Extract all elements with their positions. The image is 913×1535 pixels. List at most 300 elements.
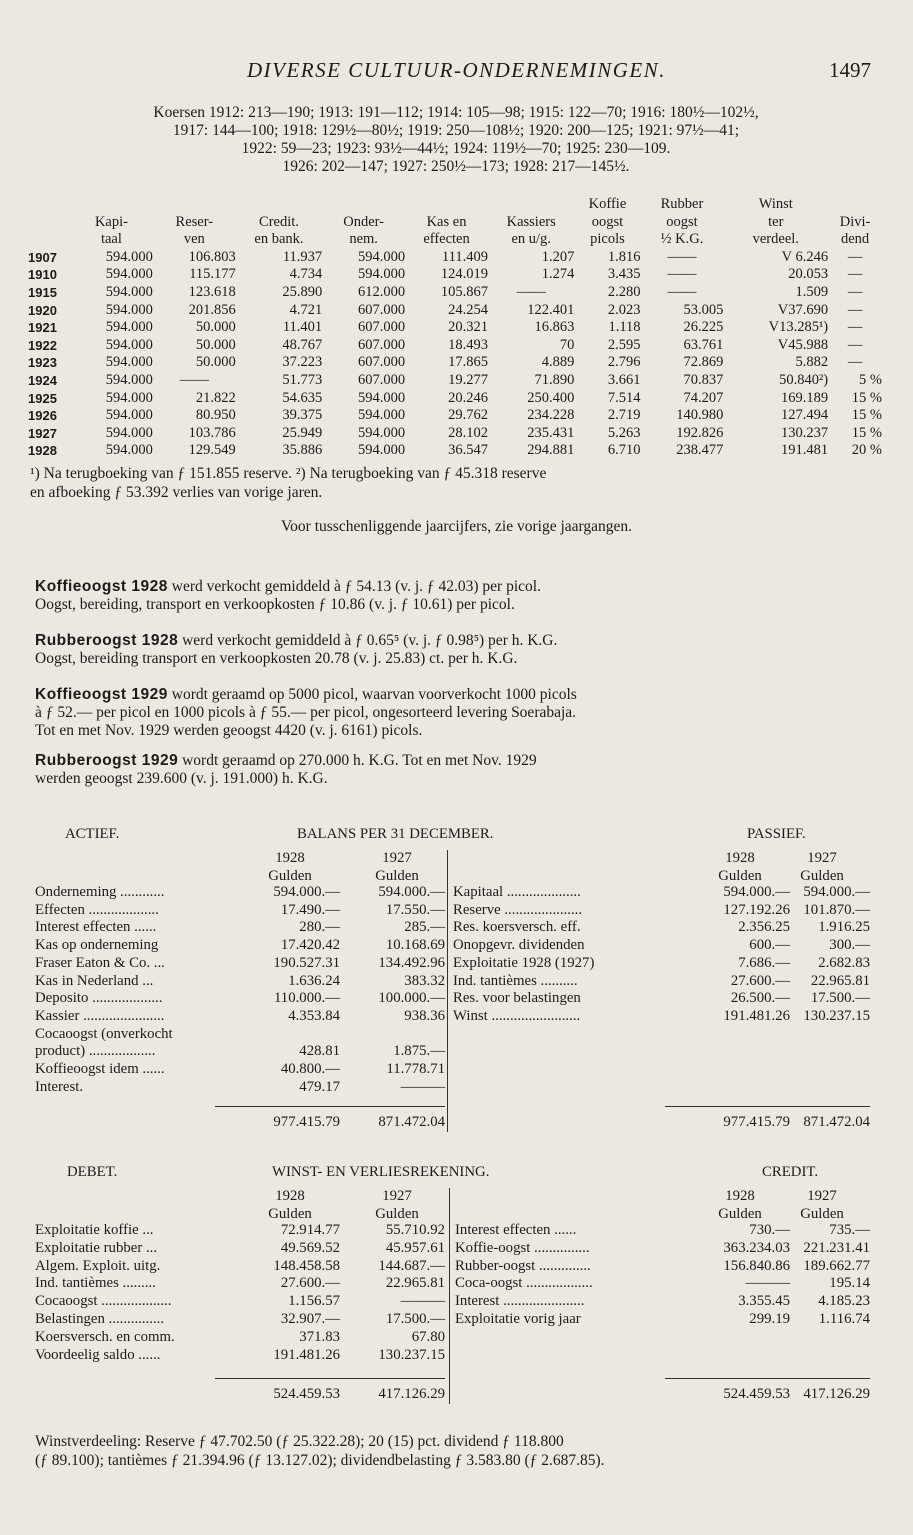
year-label: 1928 bbox=[275, 850, 305, 866]
table-row bbox=[28, 302, 882, 320]
table-cell: 50.840²) bbox=[779, 371, 829, 388]
entry-label: Kas op onderneming bbox=[35, 937, 159, 954]
entry-label: Exploitatie vorig jaar bbox=[455, 1311, 581, 1327]
entry-value-1928: 428.81 bbox=[299, 1043, 340, 1060]
header-cell bbox=[236, 196, 322, 214]
entry-value-1927: 11.778.71 bbox=[386, 1061, 445, 1077]
table-cell: 36.547 bbox=[448, 442, 488, 459]
table-cell: 106.803 bbox=[188, 248, 236, 265]
entry-label: Voordeelig saldo ...... bbox=[35, 1346, 161, 1363]
table-cell: 4.889 bbox=[541, 354, 575, 371]
table-cell: V13.285¹) bbox=[768, 319, 829, 336]
paragraph-text: wordt geraamd op 5000 picol, waarvan voorverkocht 1000 picols bbox=[167, 686, 577, 703]
entry-value-1928: 4.353.84 bbox=[288, 1007, 340, 1024]
table-cell: 594.000 bbox=[105, 442, 153, 459]
entry-label: Rubber-oogst .............. bbox=[455, 1257, 591, 1274]
table-cell: 71.890 bbox=[534, 371, 575, 388]
entry-label: Interest effecten ...... bbox=[455, 1222, 577, 1238]
entry-label: Res. koersversch. eff. bbox=[453, 919, 581, 936]
total-rule bbox=[320, 1378, 445, 1379]
entry-value-1927: ——— bbox=[400, 1078, 445, 1095]
table-cell: 19.277 bbox=[448, 371, 488, 388]
entry-value-1928: 479.17 bbox=[299, 1078, 340, 1095]
unit-label: Gulden bbox=[718, 1206, 762, 1222]
history-header-row bbox=[28, 214, 882, 232]
entry-value-1927: ——— bbox=[400, 1293, 445, 1310]
table-cell: 594.000 bbox=[357, 424, 406, 441]
table-row bbox=[28, 266, 882, 284]
history-body bbox=[28, 249, 882, 460]
header-cell: oogst bbox=[666, 213, 698, 230]
total-rule bbox=[745, 1106, 870, 1107]
paragraph-heading: Koffieoogst 1929 bbox=[35, 686, 168, 703]
unit-label: Gulden bbox=[375, 868, 419, 884]
entry-label: Kas in Nederland ... bbox=[35, 972, 154, 989]
table-cell: 607.000 bbox=[357, 336, 406, 353]
entry-value-1928: 1.156.57 bbox=[288, 1293, 340, 1310]
entry-value-1928: 32.907.— bbox=[280, 1311, 340, 1327]
paragraph-text: Oogst, bereiding transport en verkoopkosten 20.78 (v. j. 25.83) ct. per h. K.G. bbox=[35, 650, 518, 667]
entry-value-1927: 2.682.83 bbox=[818, 954, 870, 971]
entry-value-1928: 40.800.— bbox=[280, 1061, 340, 1077]
column-divider bbox=[447, 850, 448, 1132]
reference-note: Voor tusschenliggende jaarcijfers, zie vorige jaargangen. bbox=[280, 518, 633, 535]
table-cell: 594.000 bbox=[357, 442, 406, 459]
table-cell: 50.000 bbox=[195, 354, 236, 371]
paragraph-heading: Koffieoogst 1928 bbox=[35, 578, 168, 595]
table-cell: 2.796 bbox=[607, 354, 641, 371]
table-cell: — bbox=[847, 266, 863, 283]
header-cell bbox=[28, 214, 70, 232]
table-cell: — bbox=[847, 248, 863, 265]
paragraph-text: werd verkocht gemiddeld à ƒ 54.13 (v. j. ƒ 42.03) per picol. bbox=[167, 578, 541, 595]
profit-loss-caption: WINST- EN VERLIESREKENING. bbox=[272, 1164, 490, 1180]
table-cell: 594.000 bbox=[105, 301, 153, 318]
year-cell: 1920 bbox=[28, 302, 57, 318]
footnote-line: ¹) Na terugboeking van ƒ 151.855 reserve. ²) Na terugboeking van ƒ 45.318 reserve bbox=[30, 465, 547, 482]
table-cell: 594.000 bbox=[105, 283, 153, 300]
year-cell: 1922 bbox=[28, 337, 57, 353]
paragraph-text: à ƒ 52.— per picol en 1000 picols à ƒ 55.— per picol, ongesorteerd levering Soerabaja. bbox=[35, 704, 577, 721]
entry-value-1927: 938.36 bbox=[404, 1007, 445, 1024]
entry-value-1928: 156.840.86 bbox=[723, 1257, 790, 1274]
header-cell: dend bbox=[840, 231, 870, 248]
table-cell: 3.661 bbox=[607, 371, 641, 388]
table-cell: 51.773 bbox=[282, 371, 323, 388]
table-cell: 594.000 bbox=[357, 266, 406, 283]
table-cell: 5.882 bbox=[795, 354, 829, 371]
header-cell: Divi- bbox=[839, 213, 871, 230]
year-cell: 1924 bbox=[28, 372, 57, 388]
table-cell: 39.375 bbox=[282, 407, 323, 424]
header-cell bbox=[488, 196, 574, 214]
year-cell: 1923 bbox=[28, 355, 57, 371]
entry-value-1928: 26.500.— bbox=[730, 990, 790, 1007]
unit-label: Gulden bbox=[800, 868, 844, 884]
winstverdeeling-line: Winstverdeeling: Reserve ƒ 47.702.50 (ƒ 25.322.28); 20 (15) pct. dividend ƒ 118.800 bbox=[35, 1433, 564, 1450]
entry-label: Koffie-oogst ............... bbox=[455, 1239, 590, 1256]
profit-loss-account bbox=[35, 1164, 880, 1404]
unit-label: Gulden bbox=[375, 1206, 419, 1222]
table-cell: 1.207 bbox=[541, 248, 575, 265]
header-cell bbox=[828, 196, 882, 214]
header-cell: ter bbox=[768, 213, 784, 230]
table-row bbox=[28, 354, 882, 372]
entry-value-1928: 191.481.26 bbox=[273, 1346, 340, 1363]
actief-caption: ACTIEF. bbox=[65, 826, 120, 842]
entry-value-1927: 10.168.69 bbox=[385, 937, 445, 954]
table-cell: 235.431 bbox=[527, 424, 575, 441]
table-cell: 594.000 bbox=[357, 407, 406, 424]
entry-label: Winst ........................ bbox=[453, 1007, 581, 1024]
table-cell: 140.980 bbox=[676, 407, 724, 424]
entry-value-1928: 17.420.42 bbox=[280, 937, 340, 954]
table-cell: 594.000 bbox=[105, 248, 153, 265]
table-cell: 1.274 bbox=[541, 266, 575, 283]
table-cell: 191.481 bbox=[781, 442, 829, 459]
table-cell: V45.988 bbox=[777, 336, 829, 353]
total-rule bbox=[745, 1378, 870, 1379]
table-cell: 594.000 bbox=[105, 371, 153, 388]
table-cell: 129.549 bbox=[188, 442, 236, 459]
table-cell: 294.881 bbox=[527, 442, 575, 459]
entry-value-1927: 383.32 bbox=[404, 972, 445, 989]
entry-value-1928: 2.356.25 bbox=[738, 919, 790, 936]
entry-value-1927: 134.492.96 bbox=[378, 954, 445, 971]
entry-label: Cocaoogst (onverkocht bbox=[35, 1025, 173, 1042]
table-cell: 20.321 bbox=[448, 319, 488, 336]
table-cell: — bbox=[847, 301, 863, 318]
entry-value-1928: 730.— bbox=[749, 1222, 790, 1238]
table-cell: 70.837 bbox=[683, 371, 724, 388]
total-1928: 524.459.53 bbox=[273, 1386, 340, 1402]
table-cell: 111.409 bbox=[441, 248, 488, 265]
paragraph-text: Tot en met Nov. 1929 werden geoogst 4420 (v. j. 6161) picols. bbox=[35, 722, 423, 739]
header-cell bbox=[70, 196, 153, 214]
table-cell: 26.225 bbox=[683, 319, 724, 336]
table-cell: V37.690 bbox=[777, 301, 829, 318]
entry-value-1928: 3.355.45 bbox=[738, 1293, 790, 1310]
entry-value-1927: 1.116.74 bbox=[818, 1311, 870, 1327]
table-cell: 169.189 bbox=[781, 389, 829, 406]
table-cell: 2.719 bbox=[607, 407, 641, 424]
entry-label: Onderneming ............ bbox=[35, 884, 165, 900]
table-cell: —— bbox=[667, 266, 697, 283]
year-cell: 1927 bbox=[28, 425, 57, 441]
table-cell: 72.869 bbox=[683, 354, 724, 371]
table-cell: 24.254 bbox=[448, 301, 488, 318]
total-1927: 417.126.29 bbox=[803, 1386, 870, 1402]
table-cell: 50.000 bbox=[195, 319, 236, 336]
table-cell: 594.000 bbox=[105, 266, 153, 283]
total-1927: 417.126.29 bbox=[378, 1386, 445, 1402]
table-cell: 6.710 bbox=[607, 442, 641, 459]
paragraph-heading: Rubberoogst 1929 bbox=[35, 752, 179, 769]
paragraph-koffieoogst-1929 bbox=[35, 686, 880, 740]
winstverdeeling-line: (ƒ 89.100); tantièmes ƒ 21.394.96 (ƒ 13.127.02); dividendbelasting ƒ 3.583.80 (ƒ 2.687.85). bbox=[35, 1452, 605, 1469]
table-cell: 2.595 bbox=[607, 336, 641, 353]
table-cell: 234.228 bbox=[527, 407, 575, 424]
entry-label: Onopgevr. dividenden bbox=[453, 937, 585, 954]
footnote-line: en afboeking ƒ 53.392 verlies van vorige jaren. bbox=[30, 484, 323, 501]
paragraph-text: werden geoogst 239.600 (v. j. 191.000) h. K.G. bbox=[35, 770, 328, 787]
entry-value-1927: 67.80 bbox=[411, 1328, 445, 1345]
header-cell: en u/g. bbox=[511, 231, 551, 248]
paragraph-text: werd verkocht gemiddeld à ƒ 0.65⁵ (v. j. ƒ 0.98⁵) per h. K.G. bbox=[178, 632, 558, 649]
paragraph-koffieoogst-1928 bbox=[35, 578, 880, 614]
table-cell: 20.246 bbox=[448, 389, 488, 406]
total-1928: 524.459.53 bbox=[723, 1386, 790, 1402]
table-cell: 612.000 bbox=[357, 283, 406, 300]
year-cell: 1907 bbox=[28, 249, 57, 265]
koersen-line: 1926: 202—147; 1927: 250½—173; 1928: 217—145½. bbox=[282, 158, 630, 175]
header-cell: Koffie bbox=[588, 196, 627, 212]
table-cell: 15 % bbox=[851, 407, 882, 424]
table-cell: 130.237 bbox=[781, 424, 829, 441]
year-cell: 1928 bbox=[28, 443, 57, 459]
table-cell: 1.816 bbox=[607, 248, 641, 265]
table-cell: 1.118 bbox=[608, 319, 641, 336]
debet-caption: DEBET. bbox=[67, 1164, 118, 1180]
table-cell: 74.207 bbox=[683, 389, 724, 406]
total-1927: 871.472.04 bbox=[803, 1114, 870, 1130]
header-cell: picols bbox=[590, 231, 625, 248]
entry-value-1928: 7.686.— bbox=[738, 954, 790, 971]
credit-caption: CREDIT. bbox=[762, 1164, 819, 1180]
paragraph-heading: Rubberoogst 1928 bbox=[35, 632, 179, 649]
balance-sheet bbox=[35, 826, 880, 1131]
entry-value-1928: 191.481.26 bbox=[723, 1007, 790, 1024]
entry-value-1927: 144.687.— bbox=[378, 1257, 445, 1274]
entry-label: Exploitatie rubber ... bbox=[35, 1239, 158, 1256]
table-cell: 594.000 bbox=[357, 248, 406, 265]
entry-label: product) .................. bbox=[35, 1043, 156, 1060]
entry-label: Interest ...................... bbox=[455, 1293, 585, 1310]
entry-value-1928: 110.000.— bbox=[273, 990, 340, 1007]
paragraph-rubberoogst-1928 bbox=[35, 632, 880, 668]
entry-label: Belastingen ............... bbox=[35, 1311, 165, 1327]
table-cell: 21.822 bbox=[195, 389, 236, 406]
header-cell: Reser- bbox=[175, 213, 214, 230]
year-label: 1927 bbox=[382, 850, 412, 866]
table-row bbox=[28, 249, 882, 267]
entry-value-1928: 594.000.— bbox=[723, 884, 790, 900]
entry-value-1928: 49.569.52 bbox=[280, 1239, 340, 1256]
table-cell: 607.000 bbox=[357, 319, 406, 336]
entry-value-1928: 27.600.— bbox=[280, 1275, 340, 1292]
paragraph-rubberoogst-1929 bbox=[35, 752, 880, 788]
entry-label: Deposito ................... bbox=[35, 990, 163, 1007]
entry-label: Ind. tantièmes .......... bbox=[453, 972, 578, 989]
table-row bbox=[28, 319, 882, 337]
entry-value-1927: 22.965.81 bbox=[810, 972, 870, 989]
table-row bbox=[28, 442, 882, 460]
table-cell: 4.734 bbox=[289, 266, 323, 283]
table-cell: 250.400 bbox=[527, 389, 575, 406]
header-cell: Winst bbox=[758, 196, 793, 212]
header-cell: effecten bbox=[423, 231, 470, 248]
total-1927: 871.472.04 bbox=[378, 1114, 445, 1130]
header-cell: nem. bbox=[349, 231, 378, 248]
entry-value-1927: 17.550.— bbox=[385, 901, 445, 918]
entry-value-1928: 600.— bbox=[749, 937, 790, 954]
entry-value-1927: 300.— bbox=[829, 937, 870, 954]
table-cell: 1.509 bbox=[795, 283, 829, 300]
header-cell bbox=[153, 196, 236, 214]
table-row bbox=[28, 284, 882, 302]
entry-label: Exploitatie 1928 (1927) bbox=[453, 954, 595, 971]
koersen-line: Koersen 1912: 213—190; 1913: 191—112; 1914: 105—98; 1915: 122—70; 1916: 180½—102½, bbox=[153, 104, 759, 121]
entry-value-1927: 4.185.23 bbox=[818, 1293, 870, 1310]
table-cell: 607.000 bbox=[357, 301, 406, 318]
table-cell: 607.000 bbox=[357, 371, 406, 388]
entry-value-1928: 17.490.— bbox=[280, 901, 340, 918]
entry-value-1927: 594.000.— bbox=[803, 884, 870, 900]
entry-value-1928: 148.458.58 bbox=[273, 1257, 340, 1274]
year-cell: 1925 bbox=[28, 390, 57, 406]
column-divider bbox=[449, 1188, 450, 1404]
entry-value-1927: 22.965.81 bbox=[385, 1275, 445, 1292]
table-cell: 192.826 bbox=[676, 424, 724, 441]
table-cell: 7.514 bbox=[607, 389, 641, 406]
table-cell: — bbox=[847, 319, 863, 336]
entry-value-1928: 127.192.26 bbox=[723, 901, 790, 918]
history-table bbox=[28, 196, 882, 460]
table-cell: — bbox=[847, 354, 863, 371]
year-label: 1927 bbox=[382, 1188, 412, 1204]
history-header-row bbox=[28, 196, 882, 214]
table-cell: 48.767 bbox=[282, 336, 323, 353]
table-cell: 594.000 bbox=[105, 354, 153, 371]
paragraph-text: wordt geraamd op 270.000 h. K.G. Tot en met Nov. 1929 bbox=[178, 752, 537, 769]
entry-value-1927: 100.000.— bbox=[378, 990, 445, 1007]
entry-label: Interest effecten ...... bbox=[35, 919, 157, 936]
entry-value-1928: 72.914.77 bbox=[280, 1222, 340, 1238]
entry-value-1927: 1.916.25 bbox=[818, 919, 870, 936]
year-label: 1927 bbox=[807, 850, 837, 866]
table-cell: 54.635 bbox=[282, 389, 323, 406]
table-cell: 20 % bbox=[851, 442, 882, 459]
page-title: DIVERSE CULTUUR-ONDERNEMINGEN. bbox=[246, 58, 667, 82]
header-cell: Kassiers bbox=[506, 213, 556, 230]
entry-value-1928: 594.000.— bbox=[273, 884, 340, 900]
table-cell: 63.761 bbox=[683, 336, 724, 353]
header-cell: oogst bbox=[591, 213, 624, 230]
table-cell: 11.937 bbox=[282, 248, 323, 265]
header-cell: en bank. bbox=[254, 231, 304, 248]
table-row bbox=[28, 390, 882, 408]
table-cell: 124.019 bbox=[440, 266, 488, 283]
entry-label: Kassier ...................... bbox=[35, 1007, 165, 1024]
year-cell: 1910 bbox=[28, 267, 57, 283]
table-cell: 105.867 bbox=[440, 283, 488, 300]
entry-value-1927: 1.875.— bbox=[393, 1043, 445, 1060]
total-1928: 977.415.79 bbox=[723, 1114, 790, 1130]
entry-label: Cocaoogst ................... bbox=[35, 1293, 172, 1310]
entry-value-1927: 101.870.— bbox=[803, 901, 870, 918]
entry-label: Res. voor belastingen bbox=[453, 990, 581, 1007]
header-cell: verdeel. bbox=[752, 231, 799, 248]
table-cell: 594.000 bbox=[105, 424, 153, 441]
koersen-block bbox=[30, 104, 882, 176]
table-cell: 127.494 bbox=[781, 407, 829, 424]
table-cell: — bbox=[847, 336, 863, 353]
winstverdeeling bbox=[35, 1432, 880, 1470]
entry-label: Effecten ................... bbox=[35, 901, 159, 918]
passief-caption: PASSIEF. bbox=[747, 826, 806, 842]
entry-value-1928: 1.636.24 bbox=[288, 972, 340, 989]
table-row bbox=[28, 372, 882, 390]
table-cell: 80.950 bbox=[195, 407, 236, 424]
entry-label: Interest. bbox=[35, 1078, 84, 1095]
table-cell: —— bbox=[179, 371, 209, 388]
entry-label: Coca-oogst .................. bbox=[455, 1275, 593, 1292]
entry-value-1927: 189.662.77 bbox=[803, 1257, 870, 1274]
table-cell: V 6.246 bbox=[781, 248, 829, 265]
table-cell: — bbox=[847, 283, 863, 300]
header-cell: Kapi- bbox=[94, 213, 128, 230]
entry-label: Ind. tantièmes ......... bbox=[35, 1275, 156, 1292]
table-cell: 25.949 bbox=[282, 424, 323, 441]
entry-value-1928: 299.19 bbox=[749, 1311, 790, 1327]
table-cell: 594.000 bbox=[105, 319, 153, 336]
unit-label: Gulden bbox=[268, 868, 312, 884]
year-label: 1928 bbox=[275, 1188, 305, 1204]
entry-value-1928: ——— bbox=[745, 1275, 790, 1292]
entry-label: Exploitatie koffie ... bbox=[35, 1222, 154, 1238]
header-cell bbox=[322, 196, 405, 214]
entry-value-1927: 221.231.41 bbox=[803, 1239, 870, 1256]
entry-value-1928: 190.527.31 bbox=[273, 954, 340, 971]
header-cell: Rubber bbox=[660, 196, 704, 212]
table-cell: 238.477 bbox=[676, 442, 724, 459]
table-cell: 50.000 bbox=[195, 336, 236, 353]
table-row bbox=[28, 425, 882, 443]
table-row bbox=[28, 337, 882, 355]
entry-value-1927: 17.500.— bbox=[810, 990, 870, 1007]
entry-value-1928: 363.234.03 bbox=[723, 1239, 790, 1256]
table-cell: 103.786 bbox=[188, 424, 236, 441]
table-cell: 15 % bbox=[851, 424, 882, 441]
header-cell bbox=[28, 196, 70, 214]
total-rule bbox=[320, 1106, 445, 1107]
table-cell: 115.177 bbox=[189, 266, 236, 283]
table-cell: 35.886 bbox=[282, 442, 323, 459]
table-cell: 123.618 bbox=[188, 283, 236, 300]
table-cell: 594.000 bbox=[105, 407, 153, 424]
entry-label: Algem. Exploit. uitg. bbox=[35, 1257, 161, 1274]
entry-value-1928: 27.600.— bbox=[730, 972, 790, 989]
table-cell: 2.023 bbox=[607, 301, 641, 318]
header-cell: Onder- bbox=[343, 213, 385, 230]
entry-value-1928: 280.— bbox=[299, 919, 340, 936]
entry-label: Fraser Eaton & Co. ... bbox=[35, 954, 165, 971]
year-label: 1928 bbox=[725, 1188, 755, 1204]
header-cell bbox=[405, 196, 488, 214]
entry-value-1927: 17.500.— bbox=[385, 1311, 445, 1327]
table-cell: 15 % bbox=[851, 389, 882, 406]
year-label: 1928 bbox=[725, 850, 755, 866]
table-cell: 16.863 bbox=[534, 319, 575, 336]
entry-value-1927: 285.— bbox=[404, 919, 445, 936]
entry-value-1927: 130.237.15 bbox=[378, 1346, 445, 1363]
table-cell: 594.000 bbox=[357, 389, 406, 406]
entry-label: Kapitaal .................... bbox=[453, 884, 581, 900]
entry-value-1927: 45.957.61 bbox=[385, 1239, 445, 1256]
table-cell: 11.401 bbox=[282, 319, 323, 336]
table-cell: 122.401 bbox=[527, 301, 575, 318]
entry-label: Koersversch. en comm. bbox=[35, 1328, 175, 1345]
